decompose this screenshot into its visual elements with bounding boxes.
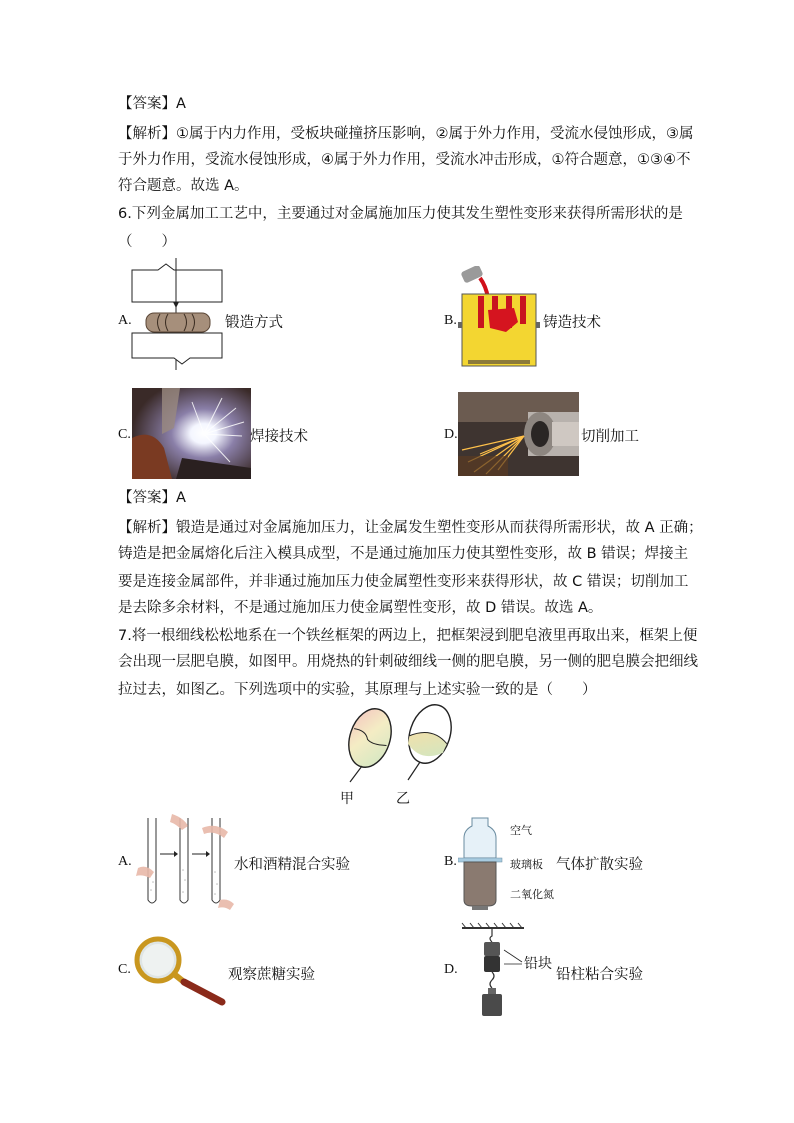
diffusion-label-glass: 玻璃板	[510, 858, 543, 871]
cutting-photo	[458, 392, 579, 476]
casting-figure	[458, 266, 540, 368]
q5-analysis-line-1: 【解析】①属于内力作用，受板块碰撞挤压影响，②属于外力作用，受流水侵蚀形成，③属	[118, 126, 694, 142]
q7-stem-line-2: 会出现一层肥皂膜，如图甲。用烧热的针刺破细线一侧的肥皂膜，另一侧的肥皂膜会把细线	[118, 654, 698, 670]
magnifying-glass-figure	[132, 936, 228, 1006]
q5-analysis-line-2: 于外力作用，受流水侵蚀形成，④属于外力作用，受流水冲击形成，①符合题意，①③④不	[118, 152, 691, 168]
welding-photo	[132, 388, 251, 479]
diffusion-label-no2: 二氧化氮	[510, 888, 554, 901]
q6-option-d-label: 切削加工	[581, 429, 639, 445]
q6-answer: 【答案】A	[118, 490, 186, 506]
q6-option-c-letter: C.	[118, 427, 131, 442]
q6-option-d-letter: D.	[444, 427, 458, 442]
soap-film-figure	[338, 704, 468, 786]
q6-option-a-letter: A.	[118, 313, 132, 328]
q6-analysis-line-3: 要是连接金属部件，并非通过施加压力使金属塑性变形来获得形状，故 C 错误；切削加工	[118, 574, 689, 590]
q7-option-b-letter: B.	[444, 854, 457, 869]
mixing-tubes-figure	[132, 814, 236, 912]
q7-stem-line-3: 拉过去，如图乙。下列选项中的实验，其原理与上述实验一致的是（ ）	[118, 682, 597, 698]
figure-label-yi: 乙	[396, 791, 410, 807]
q6-option-b-label: 铸造技术	[543, 315, 601, 331]
q6-analysis-line-1: 【解析】锻造是通过对金属施加压力，让金属发生塑性变形从而获得所需形状，故 A 正确；	[118, 520, 703, 536]
q6-stem-line-1: 6.下列金属加工工艺中，主要通过对金属施加压力使其发生塑性变形来获得所需形状的是	[118, 206, 683, 222]
q7-option-a-label: 水和酒精混合实验	[234, 857, 350, 873]
q5-analysis-line-3: 符合题意。故选 A。	[118, 178, 249, 194]
forging-figure	[130, 258, 226, 370]
q6-analysis-line-4: 是去除多余材料，不是通过施加压力使金属塑性变形，故 D 错误。故选 A。	[118, 600, 603, 616]
figure-label-jia: 甲	[340, 791, 354, 807]
q6-option-a-label: 锻造方式	[225, 315, 283, 331]
q6-stem-line-2: （ ）	[118, 234, 176, 250]
q7-option-c-label: 观察蔗糖实验	[228, 967, 315, 983]
q6-option-c-label: 焊接技术	[250, 429, 308, 445]
q6-analysis-line-2: 铸造是把金属熔化后注入模具成型，不是通过施加压力使其塑性变形，故 B 错误；焊接主	[118, 546, 689, 562]
q7-option-d-label: 铅柱粘合实验	[556, 967, 643, 983]
q6-option-b-letter: B.	[444, 313, 457, 328]
q7-option-c-letter: C.	[118, 962, 131, 977]
q7-option-a-letter: A.	[118, 854, 132, 869]
q7-option-d-letter: D.	[444, 962, 458, 977]
lead-cylinders-figure	[460, 920, 530, 1020]
q5-answer: 【答案】A	[118, 96, 186, 112]
q7-option-b-label: 气体扩散实验	[556, 857, 643, 873]
lead-block-label: 铅块	[524, 956, 552, 972]
diffusion-label-air: 空气	[510, 824, 532, 837]
diffusion-jars-figure	[458, 812, 508, 912]
q7-stem-line-1: 7.将一根细线松松地系在一个铁丝框架的两边上，把框架浸到肥皂液里再取出来，框架上便	[118, 628, 698, 644]
